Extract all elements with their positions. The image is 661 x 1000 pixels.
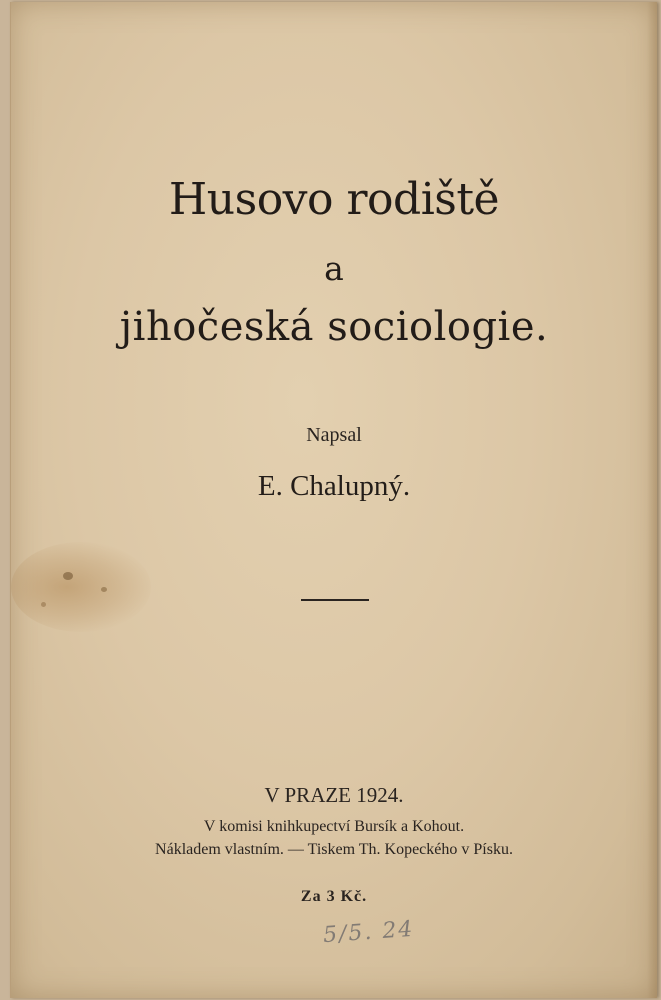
byline-label: Napsal [306, 424, 362, 446]
place-and-year: V PRAZE 1924. [264, 783, 404, 807]
price-label: Za 3 Kč. [300, 888, 368, 905]
divider-rule [301, 599, 369, 601]
water-stain [11, 542, 151, 632]
title-line-1: Husovo rodiště [168, 174, 500, 225]
publisher-line-2: Nákladem vlastním. — Tiskem Th. Kopeckého v Písku. [155, 841, 513, 858]
stain-spot [41, 602, 46, 607]
stain-spot [63, 572, 73, 580]
title-line-2: a [324, 249, 344, 288]
author-name: E. Chalupný. [257, 470, 411, 502]
stain-spot [101, 587, 107, 592]
publisher-line-1: V komisi knihkupectví Bursík a Kohout. [203, 818, 465, 835]
handwritten-date-note: 5/5. 24 [322, 916, 416, 949]
book-cover [10, 2, 657, 998]
title-line-3: jihočeská sociologie. [119, 304, 549, 350]
